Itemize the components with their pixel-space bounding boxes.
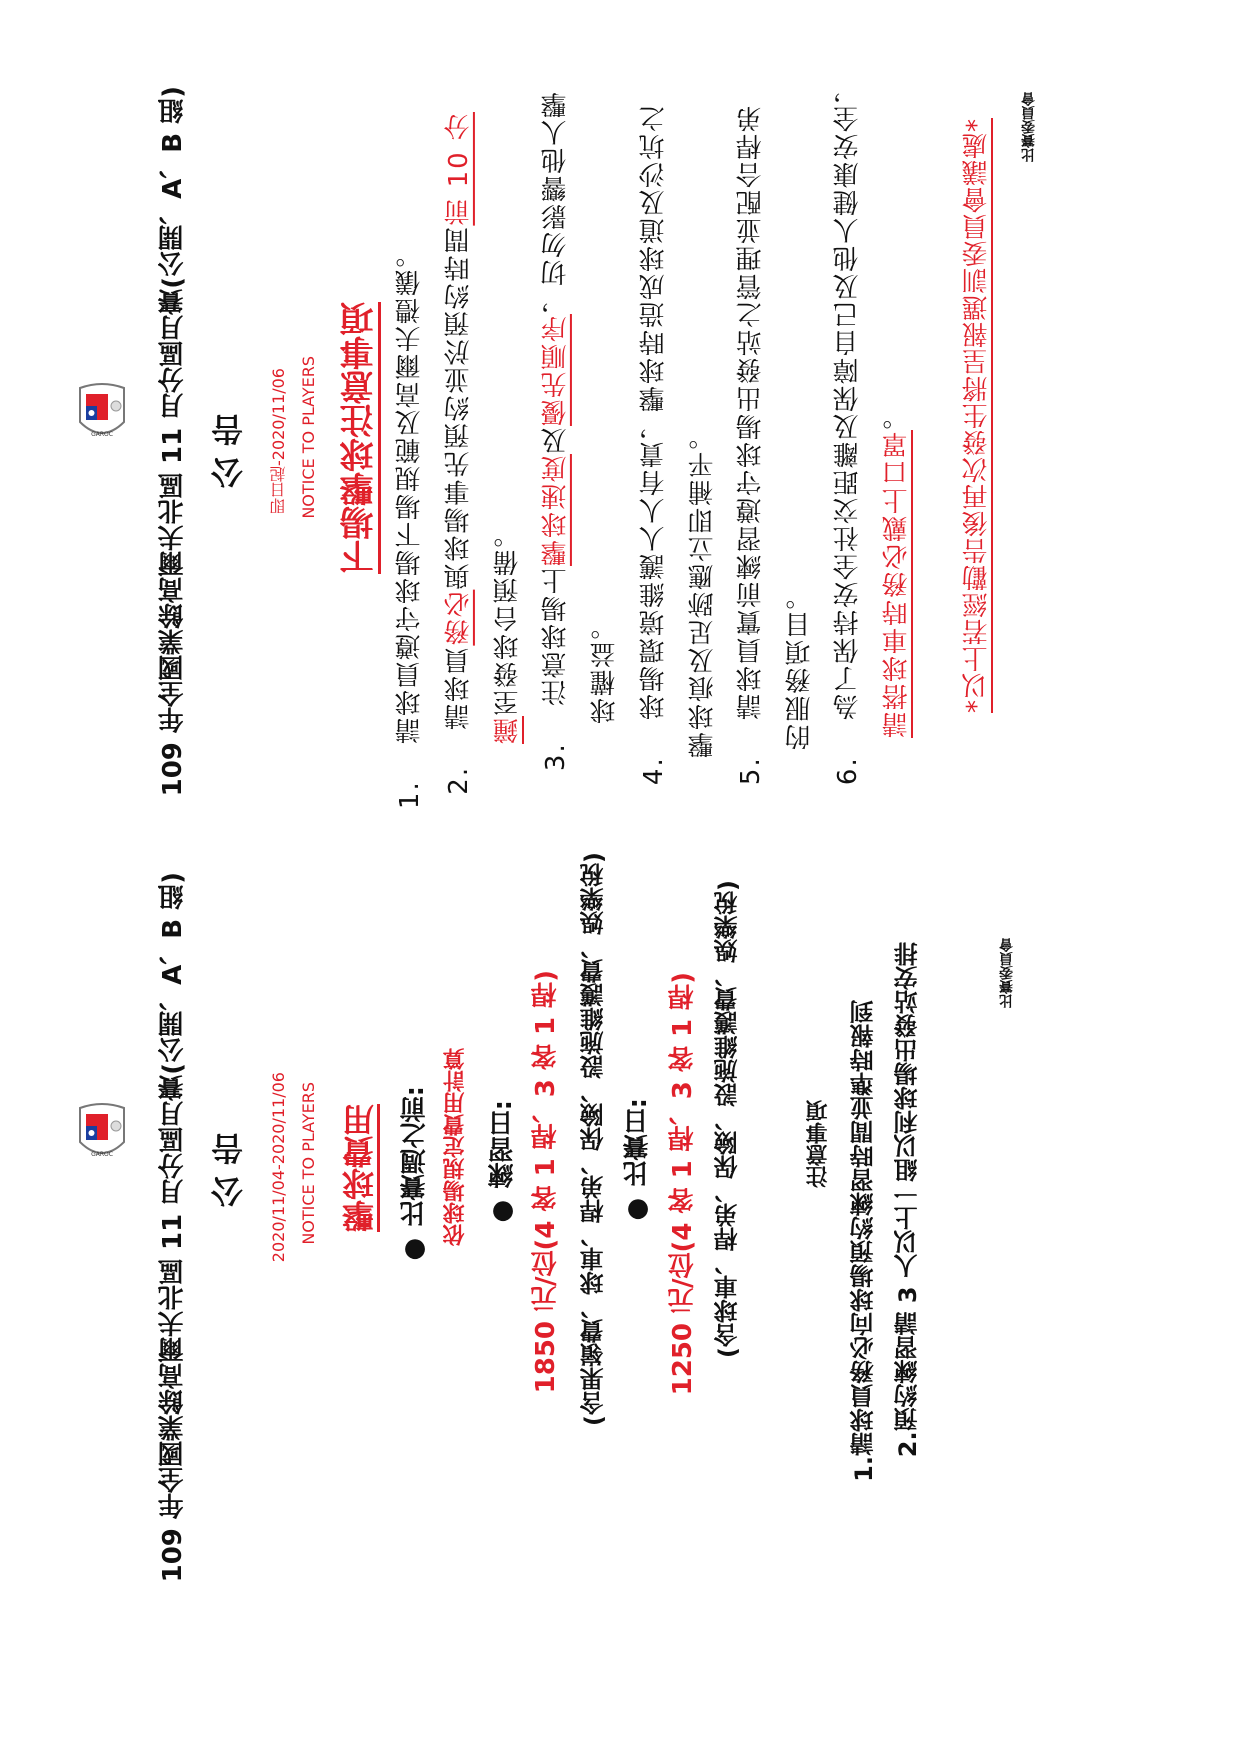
left-practice-incl: (含果嶺費、球車、桿弟、保險、設施維護費、娛樂稅) [580, 852, 608, 1426]
logo-letters: GAROC [91, 431, 113, 438]
left-title: 109 年全國業餘高爾夫北區 11 月分區月賽(公開、A、B 組) [158, 872, 188, 1583]
left-bullet-match: ● 比賽日: [623, 1098, 653, 1226]
item-number: 1. [395, 780, 425, 810]
list-item-continuation [690, 422, 716, 758]
item-number: 2. [444, 765, 474, 795]
item-emphasis: 優先順序 [541, 314, 571, 426]
left-rule: 依球場規定費用計算 [443, 1048, 468, 1246]
golf-association-logo-icon [72, 378, 132, 448]
item-text: 。 [882, 402, 912, 430]
item-emphasis: 請搭球車時務必戴上口罩 [882, 430, 912, 738]
item-text: ，切勿影響他人擊 [541, 90, 571, 314]
golf-association-logo-icon [72, 1098, 132, 1168]
list-item [641, 104, 667, 809]
item-text: 請球員 [444, 645, 474, 730]
item-text: 請球員遵守球場下場規範及高爾夫禮儀。 [395, 240, 425, 744]
left-match-price: 1250 元/位(4 客 1 桿、3 客 1 桿) [668, 972, 698, 1396]
list-item [543, 90, 569, 795]
item-text: 及 [541, 426, 571, 454]
right-heading: 下場擊球注意事項 [340, 302, 380, 574]
logo-emblem [72, 378, 132, 448]
left-notice-en: NOTICE TO PLAYERS [299, 1082, 318, 1245]
list-item [835, 76, 861, 809]
left-notes-heading: 注意事項 [806, 1100, 831, 1188]
right-date: 即日起-2020/11/06 [269, 368, 288, 514]
item-emphasis: 前 10 分 [444, 112, 474, 226]
list-item-continuation [495, 520, 521, 744]
item-emphasis: 務必 [444, 589, 474, 646]
list-item [446, 112, 472, 819]
list-item-continuation [884, 402, 910, 738]
item-text: 的服務項目。 [785, 582, 815, 750]
list-item-continuation [787, 582, 813, 750]
right-warning: *以上若經勸告後再次發生將呈報選訓委員會議處* [962, 118, 992, 713]
item-number: 6. [833, 756, 863, 786]
left-match-incl: (含球車、桿弟、保險、設施維護費、娛樂稅) [714, 880, 742, 1358]
item-text: 注意球場上 [541, 566, 571, 706]
left-note-2: 2.預約練習請 3 人以上一組以利球場出發站安排 [894, 942, 922, 1458]
logo-letters: GAROC [91, 1151, 113, 1158]
list-item-continuation [592, 612, 618, 724]
right-title: 109 年全國業餘高爾夫北區 11 月分區月賽(公開、A、B 組) [158, 86, 188, 797]
item-number: 5. [736, 756, 766, 786]
item-number: 4. [639, 756, 669, 786]
left-notice-label: 公 告 [210, 1133, 248, 1209]
item-text: 請球員實前練習遵守球場出發站之管理並配合桿弟 [736, 104, 766, 720]
left-heading: 擊球費用 [341, 1104, 379, 1232]
logo-emblem [72, 1098, 132, 1168]
left-bullet-before: ● 比賽週之前: [400, 1086, 430, 1266]
item-text: 擊球痕及足跡應立即補平。 [688, 422, 718, 758]
item-text: 至發球台預備。 [493, 520, 523, 716]
item-emphasis: 擊球速度 [541, 454, 571, 566]
left-bullet-practice: ● 練習日: [488, 1100, 518, 1228]
item-text: 球場環境維護人人有責，擊球時造成球道及沙坑之 [639, 104, 669, 720]
right-signature: 比賽委員會 [1021, 92, 1037, 162]
item-number: 3. [541, 742, 571, 772]
list-item [738, 104, 764, 809]
list-item [397, 240, 423, 833]
item-text: 球權益。 [590, 612, 620, 724]
item-emphasis: 鐘 [493, 716, 523, 744]
right-notice-en: NOTICE TO PLAYERS [299, 356, 318, 519]
item-text: 為了保持安全社交距離及保障自己及他人健康安全， [833, 76, 863, 720]
left-signature: 比賽委員會 [999, 938, 1015, 1008]
left-note-1: 1.請球員務必向球場預約練習時間並準時報到 [850, 1000, 878, 1482]
right-notice-label: 公 告 [210, 414, 248, 490]
left-practice-price: 1850 元/位(4 客 1 桿、3 客 1 桿) [531, 970, 561, 1394]
left-date: 2020/11/04-2020/11/06 [269, 1072, 288, 1263]
item-text: 與球場事先預約並於預約時間 [444, 225, 474, 590]
